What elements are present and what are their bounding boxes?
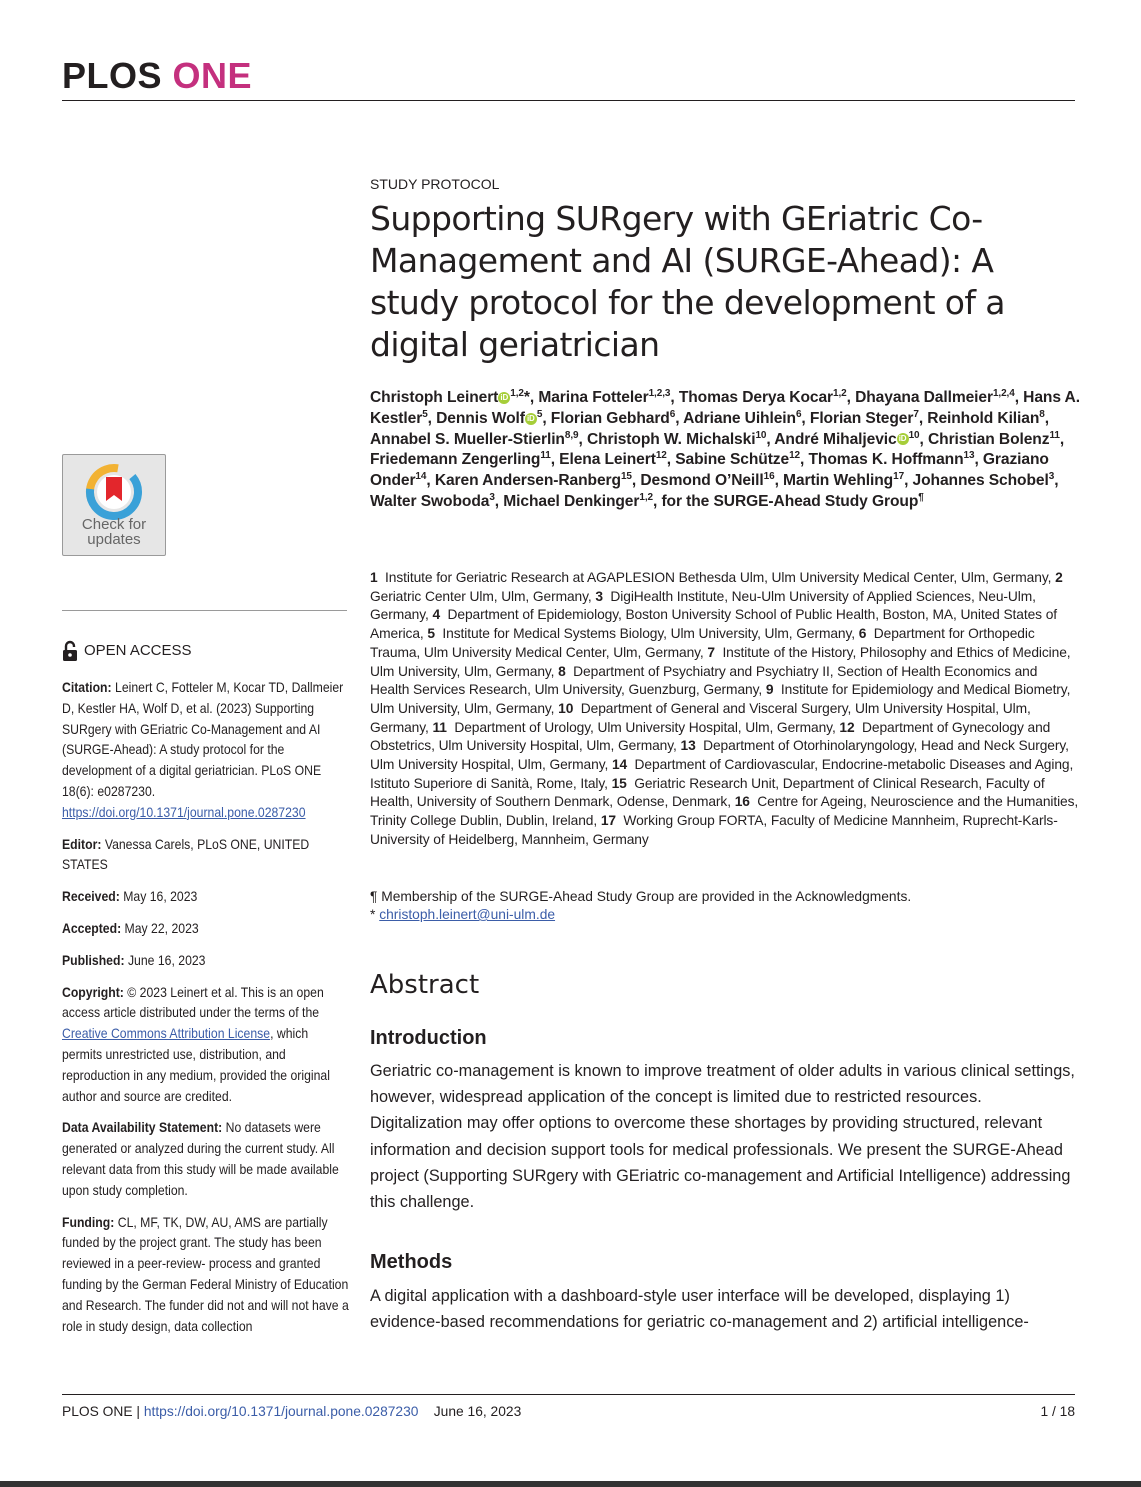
author: Walter Swoboda$^3$ — [370, 491, 495, 510]
affiliation-text: Institute for Geriatric Research at AGAPLESION Bethesda Ulm, Ulm University Medical Center, Ulm, Germany, — [377, 570, 1056, 585]
affiliation-text: Geriatric Center Ulm, Ulm, Germany, — [370, 570, 1067, 604]
page-footer: PLOS ONE | https://doi.org/10.1371/journal.pone.0287230 June 16, 2023 — [62, 1404, 522, 1419]
check-for-updates-label: Check for updates — [81, 516, 147, 548]
abstract-heading: Abstract — [370, 970, 480, 1000]
article-type: STUDY PROTOCOL — [370, 176, 500, 192]
open-access-badge — [62, 640, 192, 662]
author: Desmond O’Neill$^{16}$ — [640, 471, 775, 490]
affiliation-number: 1 — [370, 570, 378, 585]
introduction-heading: Introduction — [370, 1027, 487, 1049]
affiliation-number: 14 — [611, 757, 628, 773]
affiliation-number: 13 — [680, 738, 696, 754]
affiliation-number: 7 — [707, 644, 715, 660]
author: Sabine Schütze$^{12}$ — [675, 450, 801, 469]
author: Graziano Onder$^{14}$ — [370, 451, 1049, 490]
journal-logo — [62, 56, 252, 96]
orcid-icon[interactable]: iD — [897, 433, 909, 445]
affiliation-number: 4 — [432, 607, 441, 623]
license-link[interactable]: Creative Commons Attribution License — [62, 1026, 271, 1042]
affiliation-number: 3 — [595, 588, 603, 604]
affiliation-number: 11 — [432, 719, 447, 735]
methods-heading: Methods — [370, 1251, 453, 1273]
affiliation-text: Department of General and Visceral Surgery, Ulm University Hospital, Ulm, Germany, — [370, 700, 1031, 735]
affiliation-text: Department of Gynecology and Obstetrics, Ulm University Hospital, Ulm, Germany, — [370, 719, 1051, 754]
author: Thomas K. Hoffmann$^{13}$ — [808, 450, 975, 469]
author: Christoph W. Michalski$^{10}$ — [586, 429, 767, 448]
author: Dhayana Dallmeier$^{1,2,4}$ — [855, 387, 1015, 406]
affiliation-text: Working Group FORTA, Faculty of Medicine Mannheim, Ruprecht-Karls-University of Heidelberg, Mannheim, Germany — [370, 813, 1058, 847]
header-divider — [62, 100, 1075, 101]
editor: Editor: Vanessa Carels, PLoS ONE, UNITED STATES — [62, 836, 310, 873]
affiliation-list — [370, 569, 1080, 850]
corresponding-author: * christoph.leinert@uni-ulm.de — [370, 907, 556, 922]
affiliation-number: 10 — [558, 700, 574, 716]
open-lock-icon — [62, 640, 78, 662]
author: Marina Fotteler$^{1,2,3}$ — [538, 387, 671, 406]
affiliation-number: 12 — [839, 719, 855, 735]
sidebar-divider — [62, 610, 347, 611]
affiliation-number: 5 — [427, 626, 435, 642]
footer-journal: PLOS ONE — [62, 1404, 133, 1419]
article-title: Supporting SURgery with GEriatric Co-Management and AI (SURGE-Ahead): A study protocol for the development of a digital geriatrician — [370, 199, 1005, 364]
affiliation-text: DigiHealth Institute, Neu-Ulm University of Applied Sciences, Neu-Ulm, Germany, — [370, 588, 1036, 623]
page-number: 1 / 18 — [1040, 1404, 1075, 1419]
data-availability: Data Availability Statement: No datasets were generated or analyzed during the current study. All relevant data from this study will be made available upon study completion. — [62, 1120, 339, 1198]
footer-divider — [62, 1394, 1075, 1395]
affiliation-text: Centre for Ageing, Neuroscience and the Humanities, Trinity College Dublin, Dublin, Ireland, — [370, 794, 1079, 829]
viewer-bottom-bar — [0, 1481, 1141, 1487]
open-access-label: OPEN ACCESS — [84, 642, 192, 659]
affiliation-text: Department of Epidemiology, Boston University School of Public Health, Boston, MA, United States of America, — [370, 607, 1058, 642]
footer-doi-link[interactable]: https://doi.org/10.1371/journal.pone.0287230 — [143, 1404, 419, 1419]
author: Christoph Leinert iD $^{1,2}$* — [370, 387, 530, 406]
membership-note: ¶ Membership of the SURGE-Ahead Study Group are provided in the Acknowledgments. — [370, 889, 912, 904]
copyright: Copyright: © 2023 Leinert et al. This is an open access article distributed under the terms of the Creative Commons Attribution License, which permits unrestricted use, distribution, and reproduction in any medium, provided the original author and source are credited. — [62, 984, 330, 1104]
citation-doi-link[interactable]: https://doi.org/10.1371/journal.pone.0287230 — [62, 804, 306, 820]
logo-one: ONE — [172, 55, 253, 96]
funding: Funding: CL, MF, TK, DW, AU, AMS are partially funded by the project grant. The study has been reviewed in a peer-review- process and granted funding by the German Federal Ministry of Education and Research. The funder did not and will not have a role in study design, data collection — [62, 1214, 349, 1334]
affiliation-number: 9 — [765, 682, 774, 698]
orcid-icon[interactable]: iD — [525, 413, 537, 425]
author: Friedemann Zengerling$^{11}$ — [370, 450, 551, 469]
author: Dennis Wolf iD $^5$ — [436, 408, 543, 427]
author: Karen Andersen-Ranberg$^{15}$ — [434, 471, 632, 490]
check-for-updates-button[interactable] — [62, 454, 166, 556]
affiliation-text: Department of Urology, Ulm University Hospital, Ulm, Germany, — [446, 719, 840, 735]
affiliation-number: 2 — [1055, 570, 1063, 585]
affiliation-number: 6 — [858, 626, 867, 642]
author: Thomas Derya Kocar$^{1,2}$ — [678, 387, 847, 406]
affiliation-number: 8 — [558, 663, 566, 679]
introduction-text: Geriatric co-management is known to improve treatment of older adults in various clinical settings, however, widespread application of the concept is limited due to restricted resources. Digitalization may offer options to overcome these shortages by providing structured, relevant information and decision support tools for medical professionals. We present the SURGE-Ahead project (Supporting SURgery with GEriatric co-management and Artificial Intelligence) addressing this challenge. — [370, 1062, 1075, 1212]
methods-text: A digital application with a dashboard-style user interface will be developed, displaying 1) evidence-based recommendations for geriatric co-management and 2) artificial intelligence- — [370, 1287, 1029, 1332]
author: Hans A. Kestler$^5$ — [370, 389, 1080, 427]
study-group: for the SURGE-Ahead Study Group¶ — [661, 491, 924, 510]
author: Florian Steger$^7$ — [809, 408, 919, 427]
check-for-updates-icon — [85, 463, 143, 521]
footer-date: June 16, 2023 — [433, 1404, 522, 1419]
affiliation-text: Department for Orthopedic Trauma, Ulm University Medical Center, Ulm, Germany, — [370, 626, 1035, 660]
logo-plos: PLOS — [62, 55, 163, 96]
affiliation-number: 16 — [734, 794, 750, 810]
citation: Citation: Leinert C, Fotteler M, Kocar TD, Dallmeier D, Kestler HA, Wolf D, et al. (2023) Supporting SURgery with GEriatric Co-Management and AI (SURGE-Ahead): A study protocol for the development of a digital geriatrician. PLoS ONE 18(6): e0287230. https://doi.org/10.1371/journal.pone.0287230 — [62, 680, 344, 820]
author: Florian Gebhard$^6$ — [550, 408, 676, 427]
received: Received: May 16, 2023 — [62, 889, 198, 905]
corresponding-email-link[interactable]: christoph.leinert@uni-ulm.de — [379, 907, 556, 922]
affiliation-text: Department of Psychiatry and Psychiatry II, Section of Health Economics and Health Services Research, Ulm University, Guenzburg, Germany, — [370, 663, 1038, 698]
article-metadata — [62, 678, 350, 1348]
author: André Mihaljevic iD $^{10}$ — [774, 429, 920, 448]
published: Published: June 16, 2023 — [62, 952, 206, 968]
accepted: Accepted: May 22, 2023 — [62, 920, 199, 936]
author: Christian Bolenz$^{11}$ — [928, 429, 1060, 448]
affiliation-text: Geriatric Research Unit, Department of Clinical Research, Faculty of Health, University of Southern Denmark, Odense, Denmark, — [370, 775, 1045, 810]
author: Martin Wehling$^{17}$ — [783, 471, 905, 490]
affiliation-text: Institute for Medical Systems Biology, Ulm University, Ulm, Germany, — [434, 626, 859, 642]
affiliation-number: 17 — [600, 813, 616, 829]
author: Reinhold Kilian$^8$ — [927, 408, 1045, 427]
affiliation-text: Department of Otorhinolaryngology, Head and Neck Surgery, Ulm University Hospital, Ulm, Germany, — [370, 738, 1069, 773]
author: Johannes Schobel$^3$ — [912, 471, 1055, 490]
affiliation-text: Department of Cardiovascular, Endocrine-metabolic Diseases and Aging, Istituto Superiore di Sanità, Rome, Italy, — [370, 757, 1074, 791]
author-notes — [370, 888, 1080, 924]
author: Annabel S. Mueller-Stierlin$^{8,9}$ — [370, 429, 579, 448]
affiliation-number: 15 — [611, 775, 627, 791]
orcid-icon[interactable]: iD — [498, 392, 510, 404]
affiliation-text: Institute for Epidemiology and Medical Biometry, Ulm University, Ulm, Germany, — [370, 682, 1071, 716]
affiliation-text: Institute of the History, Philosophy and Ethics of Medicine, Ulm University, Ulm, Germany, — [370, 644, 1071, 679]
author: Adriane Uihlein$^6$ — [683, 408, 802, 427]
author-list: Christoph Leinert iD $^{1,2}$*, Marina Fotteler$^{1,2,3}$, Thomas Derya Kocar$^{1,2}$, Dhayana Dallmeier$^{1,2,4}$, Hans A. Kestler$^5$, Dennis Wolf iD $^5$, Florian Gebhard$^6$, Adriane Uihlein$^6$, Florian Steger$^7$, Reinhold Kilian$^8$, Annabel S. Mueller-Stierlin$^{8,9}$, Christoph W. Michalski$^{10}$, André Mihaljevic iD $^{10}$, Christian Bolenz$^{11}$, Friedemann Zengerling$^{11}$, Elena Leinert$^{12}$, Sabine Schütze$^{12}$, Thomas K. Hoffmann$^{13}$, Graziano Onder$^{14}$, Karen Andersen-Ranberg$^{15}$, Desmond O’Neill$^{16}$, Martin Wehling$^{17}$, Johannes Schobel$^3$, Walter Swoboda$^3$, Michael Denkinger$^{1,2}$, for the SURGE-Ahead Study Group¶ — [370, 387, 1080, 510]
author: Michael Denkinger$^{1,2}$ — [503, 491, 653, 510]
author: Elena Leinert$^{12}$ — [559, 450, 667, 469]
